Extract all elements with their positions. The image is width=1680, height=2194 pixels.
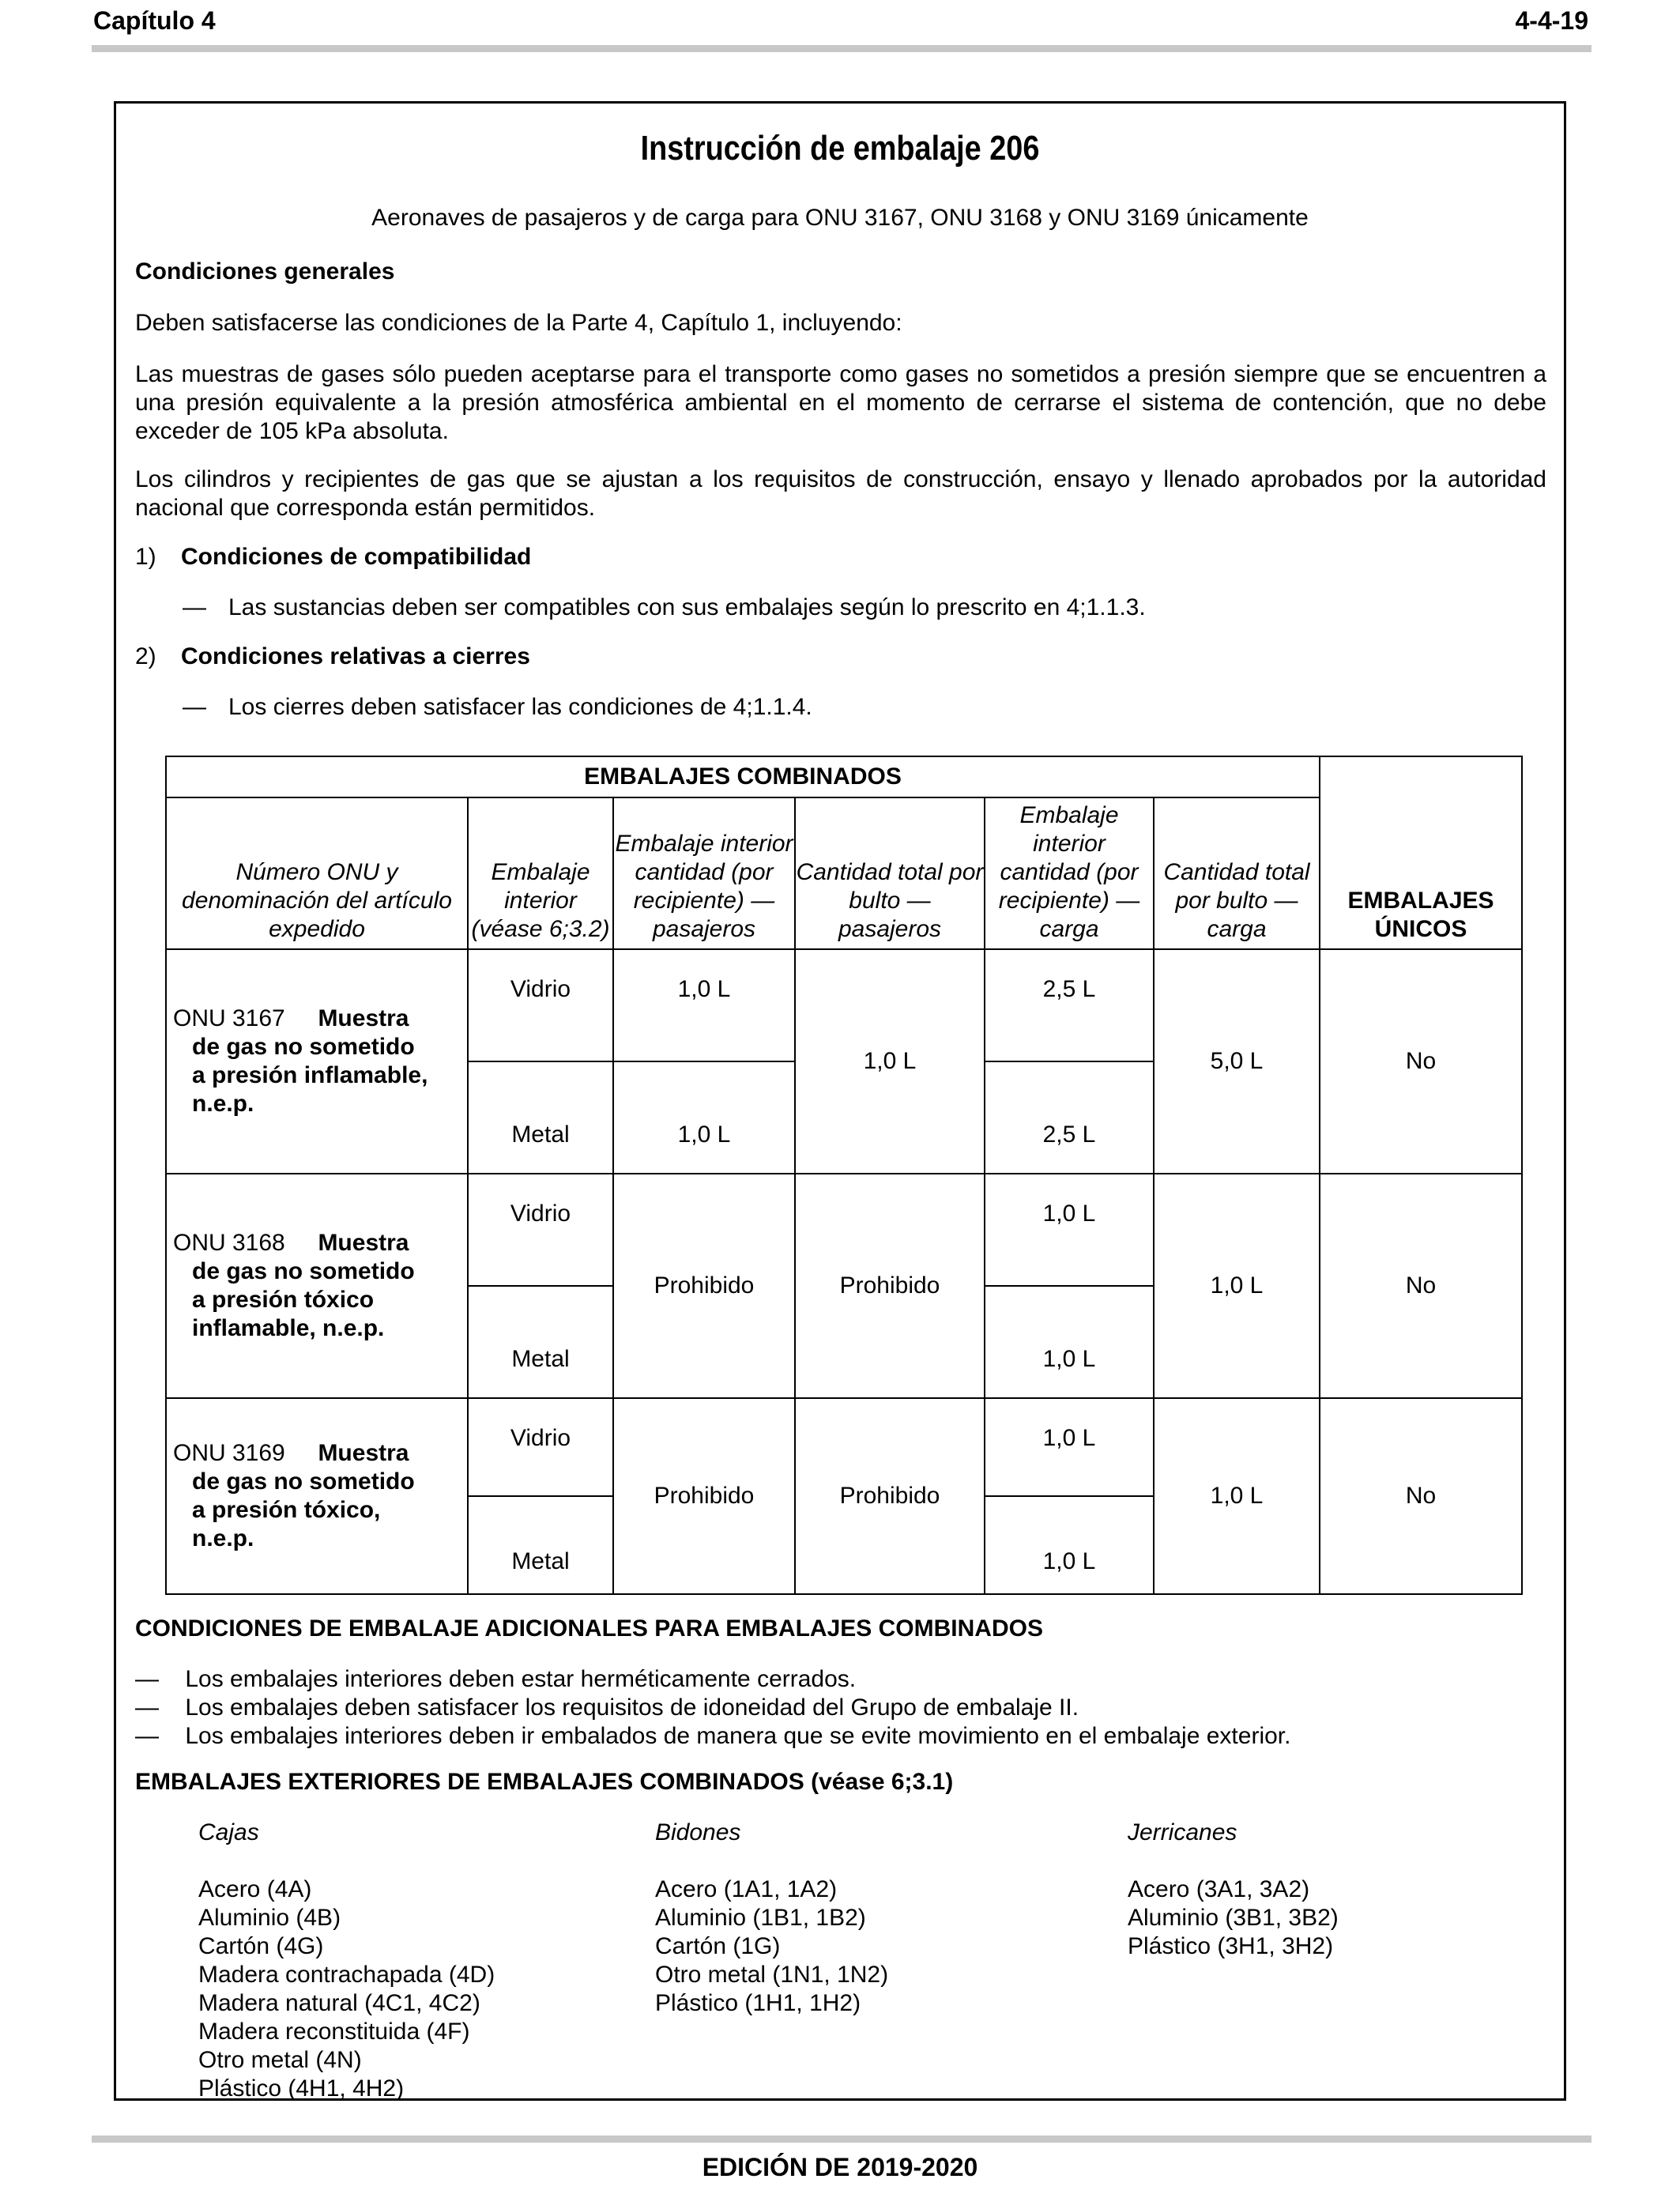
col-header-cargo-total: Cantidad total por bulto — carga [1154, 797, 1320, 949]
col-header-pax-total: Cantidad total por bulto — pasajeros [795, 797, 985, 949]
page-header [93, 0, 1588, 41]
page-number: 4-4-19 [1515, 6, 1588, 35]
pax-total: Prohibido [795, 1174, 985, 1398]
outer-column-boxes [198, 1819, 495, 2103]
list-item: Acero (4A) [198, 1876, 312, 1902]
list-item: — Los embalajes deben satisfacer los requisitos de idoneidad del Grupo de embalaje II. [135, 1695, 1079, 1721]
inner-glass: Vidrio [468, 949, 613, 1061]
cargo-inner-metal: 1,0 L [985, 1496, 1154, 1594]
table-single-header: EMBALAJES ÚNICOS [1320, 756, 1522, 949]
edition-footer: EDICIÓN DE 2019-2020 [702, 2153, 978, 2181]
outer-column-jerricans [1128, 1819, 1339, 1961]
list-item: — Los embalajes interiores deben ir embalados de manera que se evite movimiento en el embalaje exterior. [135, 1723, 1291, 1749]
instruction-frame [114, 101, 1566, 2101]
pax-inner: Prohibido [613, 1398, 795, 1594]
table-row-un-3168: ONU 3168 Muestra de gas no sometido a presión tóxico inflamable, n.e.p. [166, 1174, 468, 1398]
cargo-inner-metal: 1,0 L [985, 1286, 1154, 1398]
col-header-cargo-inner: Embalaje interior cantidad (por recipiente) — carga [985, 797, 1154, 949]
additional-list [135, 1665, 1290, 1751]
list-item: Aluminio (3B1, 3B2) [1128, 1905, 1339, 1931]
condition-2-heading: Condiciones relativas a cierres [181, 643, 530, 669]
list-item: Madera contrachapada (4D) [198, 1962, 495, 1988]
col-header-inner: Embalaje interior (véase 6;3.2) [468, 797, 613, 949]
condition-1-text: Las sustancias deben ser compatibles con sus embalajes según lo prescrito en 4;1.1.3. [228, 594, 1146, 620]
cargo-inner-glass: 2,5 L [985, 949, 1154, 1061]
column-title: Cajas [198, 1819, 259, 1845]
outer-heading: EMBALAJES EXTERIORES DE EMBALAJES COMBINADOS (véase 6;3.1) [135, 1769, 954, 1795]
inner-glass: Vidrio [468, 1174, 613, 1286]
pax-total: 1,0 L [795, 949, 985, 1174]
pax-total: Prohibido [795, 1398, 985, 1594]
chapter-label: Capítulo 4 [93, 6, 216, 35]
list-item: Plástico (1H1, 1H2) [655, 1990, 861, 2016]
list-item: Aluminio (4B) [198, 1905, 341, 1931]
inner-metal: Metal [468, 1286, 613, 1398]
condition-1-number: 1) [135, 544, 156, 570]
pax-inner: Prohibido [613, 1174, 795, 1398]
general-p3: Los cilindros y recipientes de gas que se ajustan a los requisitos de construcción, ensayo y llenado aprobados por la autoridad nacional que corresponda están permitidos. [135, 466, 1546, 521]
inner-glass: Vidrio [468, 1398, 613, 1496]
additional-heading: CONDICIONES DE EMBALAJE ADICIONALES PARA EMBALAJES COMBINADOS [135, 1615, 1043, 1642]
table-group-header: EMBALAJES COMBINADOS [166, 756, 1320, 797]
list-item: Aluminio (1B1, 1B2) [655, 1905, 866, 1931]
list-item: — Los embalajes interiores deben estar herméticamente cerrados. [135, 1666, 857, 1692]
condition-1-heading: Condiciones de compatibilidad [181, 544, 532, 570]
subtitle: Aeronaves de pasajeros y de carga para ONU 3167, ONU 3168 y ONU 3169 únicamente [371, 205, 1309, 231]
list-item: Cartón (1G) [655, 1933, 781, 1959]
single-packaging: No [1320, 949, 1522, 1174]
condition-2-text: Los cierres deben satisfacer las condiciones de 4;1.1.4. [228, 694, 812, 720]
general-heading: Condiciones generales [135, 258, 395, 285]
cargo-total: 5,0 L [1154, 949, 1320, 1174]
table-row-un-3169: ONU 3169 Muestra de gas no sometido a presión tóxico, n.e.p. [166, 1398, 468, 1594]
col-header-un: Número ONU y denominación del artículo expedido [166, 797, 468, 949]
list-item: Madera natural (4C1, 4C2) [198, 1990, 480, 2016]
cargo-total: 1,0 L [1154, 1174, 1320, 1398]
list-item: Cartón (4G) [198, 1933, 324, 1959]
packaging-table [165, 756, 1523, 1595]
single-packaging: No [1320, 1174, 1522, 1398]
list-item: Otro metal (1N1, 1N2) [655, 1962, 889, 1988]
cargo-inner-glass: 1,0 L [985, 1398, 1154, 1496]
general-p1: Deben satisfacerse las condiciones de la Parte 4, Capítulo 1, incluyendo: [135, 310, 902, 336]
list-item: Acero (3A1, 3A2) [1128, 1876, 1310, 1902]
column-title: Jerricanes [1128, 1819, 1237, 1845]
pax-inner-metal: 1,0 L [613, 1061, 795, 1174]
page-title: Instrucción de embalaje 206 [640, 129, 1040, 168]
list-item: Plástico (4H1, 4H2) [198, 2075, 405, 2102]
single-packaging: No [1320, 1398, 1522, 1594]
inner-metal: Metal [468, 1496, 613, 1594]
list-item: Otro metal (4N) [198, 2047, 362, 2073]
list-item: Acero (1A1, 1A2) [655, 1876, 838, 1902]
condition-1-dash: — [183, 594, 206, 620]
list-item: Madera reconstituida (4F) [198, 2019, 470, 2045]
condition-2-dash: — [183, 694, 206, 720]
pax-inner-glass: 1,0 L [613, 949, 795, 1061]
column-title: Bidones [655, 1819, 741, 1845]
outer-column-drums [655, 1819, 888, 2018]
general-p2: Las muestras de gases sólo pueden aceptarse para el transporte como gases no sometidos a presión siempre que se encuentren a una presión equivalente a la presión atmosférica ambiental en el momento de cerrarse el sistema de contención, que no debe exceder de 105 kPa absoluta. [135, 361, 1546, 444]
cargo-total: 1,0 L [1154, 1398, 1320, 1594]
header-rule [92, 45, 1591, 52]
footer-rule [92, 2136, 1591, 2143]
col-header-pax-inner: Embalaje interior cantidad (por recipiente) — pasajeros [613, 797, 795, 949]
table-row-un-3167: ONU 3167 Muestra de gas no sometido a presión inflamable, n.e.p. [166, 949, 468, 1174]
cargo-inner-metal: 2,5 L [985, 1061, 1154, 1174]
list-item: Plástico (3H1, 3H2) [1128, 1933, 1334, 1959]
cargo-inner-glass: 1,0 L [985, 1174, 1154, 1286]
inner-metal: Metal [468, 1061, 613, 1174]
condition-2-number: 2) [135, 643, 156, 669]
